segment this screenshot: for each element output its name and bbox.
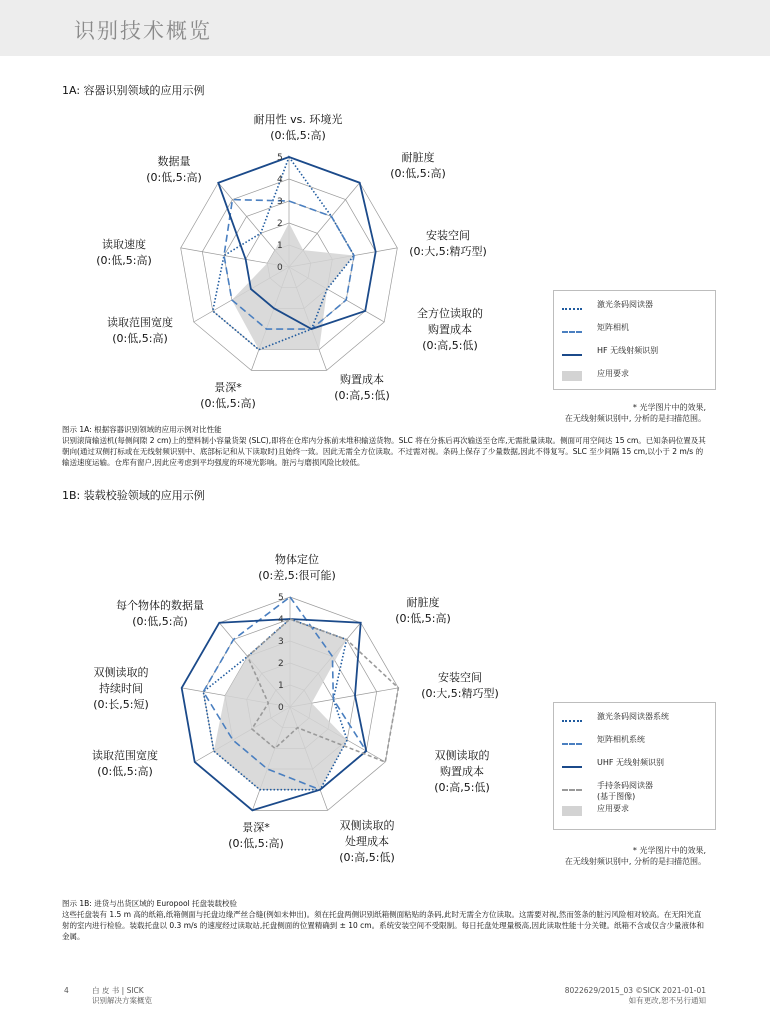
chart1b-legend-item-1 [554,734,715,754]
caption-1b [62,898,708,942]
legend-1a [553,290,716,390]
chart1b-axis-label-0: 物体定位 (0:差,5:很可能) [258,553,336,582]
chart1b-legend-swatch-laser [562,720,582,722]
chart1a-axis-label-7: 读取速度 (0:低,5:高) [96,238,152,267]
chart1a-legend-swatch-laser [562,308,582,310]
footer-right [565,986,706,1006]
chart1a-legend-item-1 [554,322,715,342]
chart1b-axis-label-3: 双侧读取的 购置成本 (0:高,5:低) [434,749,490,794]
chart1a-legend-label-3: 应用要求 [597,369,629,378]
chart1a-tick-2: 2 [277,219,283,229]
footer-left-line2: 识别解决方案概览 [92,996,152,1005]
chart1b-tick-4: 4 [278,615,284,625]
chart1a-axis-label-1: 耐脏度 (0:低,5:高) [390,151,446,180]
caption-1a-title: 图示 1A: 根据容器识别领域的应用示例对比性能 [62,425,222,434]
caption-1b-title: 图示 1B: 进货与出货区域的 Europool 托盘装载校验 [62,899,238,908]
section-1a-title: 1A: 容器识别领域的应用示例 [62,84,205,97]
chart1b-legend-swatch-matrix [562,743,582,745]
chart1b-legend-label-0: 激光条码阅读器系统 [597,712,669,721]
chart1b-legend-item-3 [554,780,715,800]
caption-1a [62,424,708,468]
footnote-1b-line1: * 光学图片中的效果, [632,846,706,855]
chart1a-legend-item-2 [554,345,715,365]
chart1b-tick-5: 5 [278,593,284,603]
chart1b-tick-1: 1 [278,681,284,691]
chart1b-legend-swatch-rfid [562,766,582,768]
chart1b-legend-swatch-req [562,806,582,816]
chart1a-axis-label-8: 数据量 (0:低,5:高) [146,155,202,184]
footnote-1a [406,402,706,424]
chart1a-legend-item-3 [554,368,715,388]
chart1b-tick-0: 0 [278,703,284,713]
footnote-1a-line1: * 光学图片中的效果, [632,403,706,412]
chart1b-axis-label-7: 双侧读取的 持续时间 (0:长,5:短) [93,666,149,711]
chart1b-axis-label-4: 双侧读取的 处理成本 (0:高,5:低) [339,819,395,864]
chart1a-tick-1: 1 [277,241,283,251]
page-header [0,0,770,56]
chart1a-axis-label-2: 安装空间 (0:大,5:精巧型) [409,229,487,258]
chart1a-tick-3: 3 [277,197,283,207]
section-1b-title: 1B: 装载校验领域的应用示例 [62,489,205,502]
footer-left-line1: 白 皮 书 | SICK [92,986,144,995]
footer-right-line1: 8022629/2015_03 ©SICK 2021-01-01 [564,986,706,995]
legend-1b [553,702,716,830]
chart1a-legend-swatch-req [562,371,582,381]
chart1a-axis-label-3: 全方位读取的 购置成本 (0:高,5:低) [417,307,483,352]
chart1b-tick-2: 2 [278,659,284,669]
chart1a-legend-swatch-matrix [562,331,582,333]
chart1a-tick-5: 5 [277,153,283,163]
chart1b-legend-item-4 [554,803,715,823]
chart1b-axis-label-6: 读取范围宽度 (0:低,5:高) [92,749,158,778]
chart1a-legend-swatch-rfid [562,354,582,356]
chart1a-axis-label-0: 耐用性 vs. 环境光 (0:低,5:高) [253,113,343,142]
chart1a-axis-label-5: 景深* (0:低,5:高) [200,381,256,410]
chart1a-tick-0: 0 [277,263,283,273]
footer-right-line2: 如有更改,恕不另行通知 [628,996,706,1005]
footnote-1b [406,845,706,867]
chart1b-legend-label-3: 手持条码阅读器 (基于图像) [597,781,653,801]
footnote-1b-line2: 在无线射频识别中, 分析的是扫描范围。 [564,857,706,866]
chart1a-legend-label-1: 矩阵相机 [597,323,629,332]
footer-page-number: 4 [64,986,69,995]
chart1b-tick-3: 3 [278,637,284,647]
chart1b-axis-label-8: 每个物体的数据量 (0:低,5:高) [116,599,204,628]
chart1a-axis-label-6: 读取范围宽度 (0:低,5:高) [107,316,173,345]
page-title: 识别技术概览 [74,19,212,43]
chart1b-axis-label-1: 耐脏度 (0:低,5:高) [395,596,451,625]
chart1a-legend-item-0 [554,299,715,319]
chart1a-legend-label-2: HF 无线射频识别 [597,346,659,355]
chart1a-legend-label-0: 激光条码阅读器 [597,300,653,309]
chart1b-axis-label-2: 安装空间 (0:大,5:精巧型) [421,671,499,700]
chart1b-legend-swatch-hand [562,789,582,791]
chart1b-legend-item-0 [554,711,715,731]
footer-left [92,986,152,1006]
chart1b-legend-label-4: 应用要求 [597,804,629,813]
chart1b-legend-label-1: 矩阵相机系统 [597,735,645,744]
chart1a-axis-label-4: 购置成本 (0:高,5:低) [334,373,390,402]
chart1b-legend-item-2 [554,757,715,777]
caption-1a-text: 识别滚筒输送机(每侧间隙 2 cm)上的塑料制小容量货架 (SLC),即将在仓库内分拣前未堆积输送货物。SLC 将在分拣后再次输送至仓库,无需批量读取。侧面可用空间达 15 cm。已知条码位置及其朝向(通过双侧打标或在无线射频识别中、底部标记和从下读取时)且始终一致。因此无需全方位读取。不过需对视。条码上保存了少量数据,因此不得复写。SLC 至少间隔 15 cm,以小于 2 m/s 的输送速度运输。仓库有窗户,因此应考虑到平均强度的环境光影响。脏污与磨损风险比较低。 [62,436,706,467]
chart1b-legend-label-2: UHF 无线射频识别 [597,758,665,767]
footnote-1a-line2: 在无线射频识别中, 分析的是扫描范围。 [564,414,706,423]
caption-1b-text: 这些托盘装有 1.5 m 高的纸箱,纸箱侧面与托盘边缘严丝合缝(例如未伸出)。须在托盘两侧识别纸箱侧面粘贴的条码,此时无需全方位读取。这需要对视,然而签条的脏污风险相对较高。在无阳光直射的室内进行检验。装载托盘以 0.3 m/s 的速度经过读取站,托盘侧面的位置精确到 ± 10 cm。系统安装空间不受限制。每日托盘处理量极高,因此读取性能十分关键。纸箱不含或仅含少量液体和金属。 [62,910,704,941]
chart1a-tick-4: 4 [277,175,283,185]
chart1b-axis-label-5: 景深* (0:低,5:高) [228,821,284,850]
